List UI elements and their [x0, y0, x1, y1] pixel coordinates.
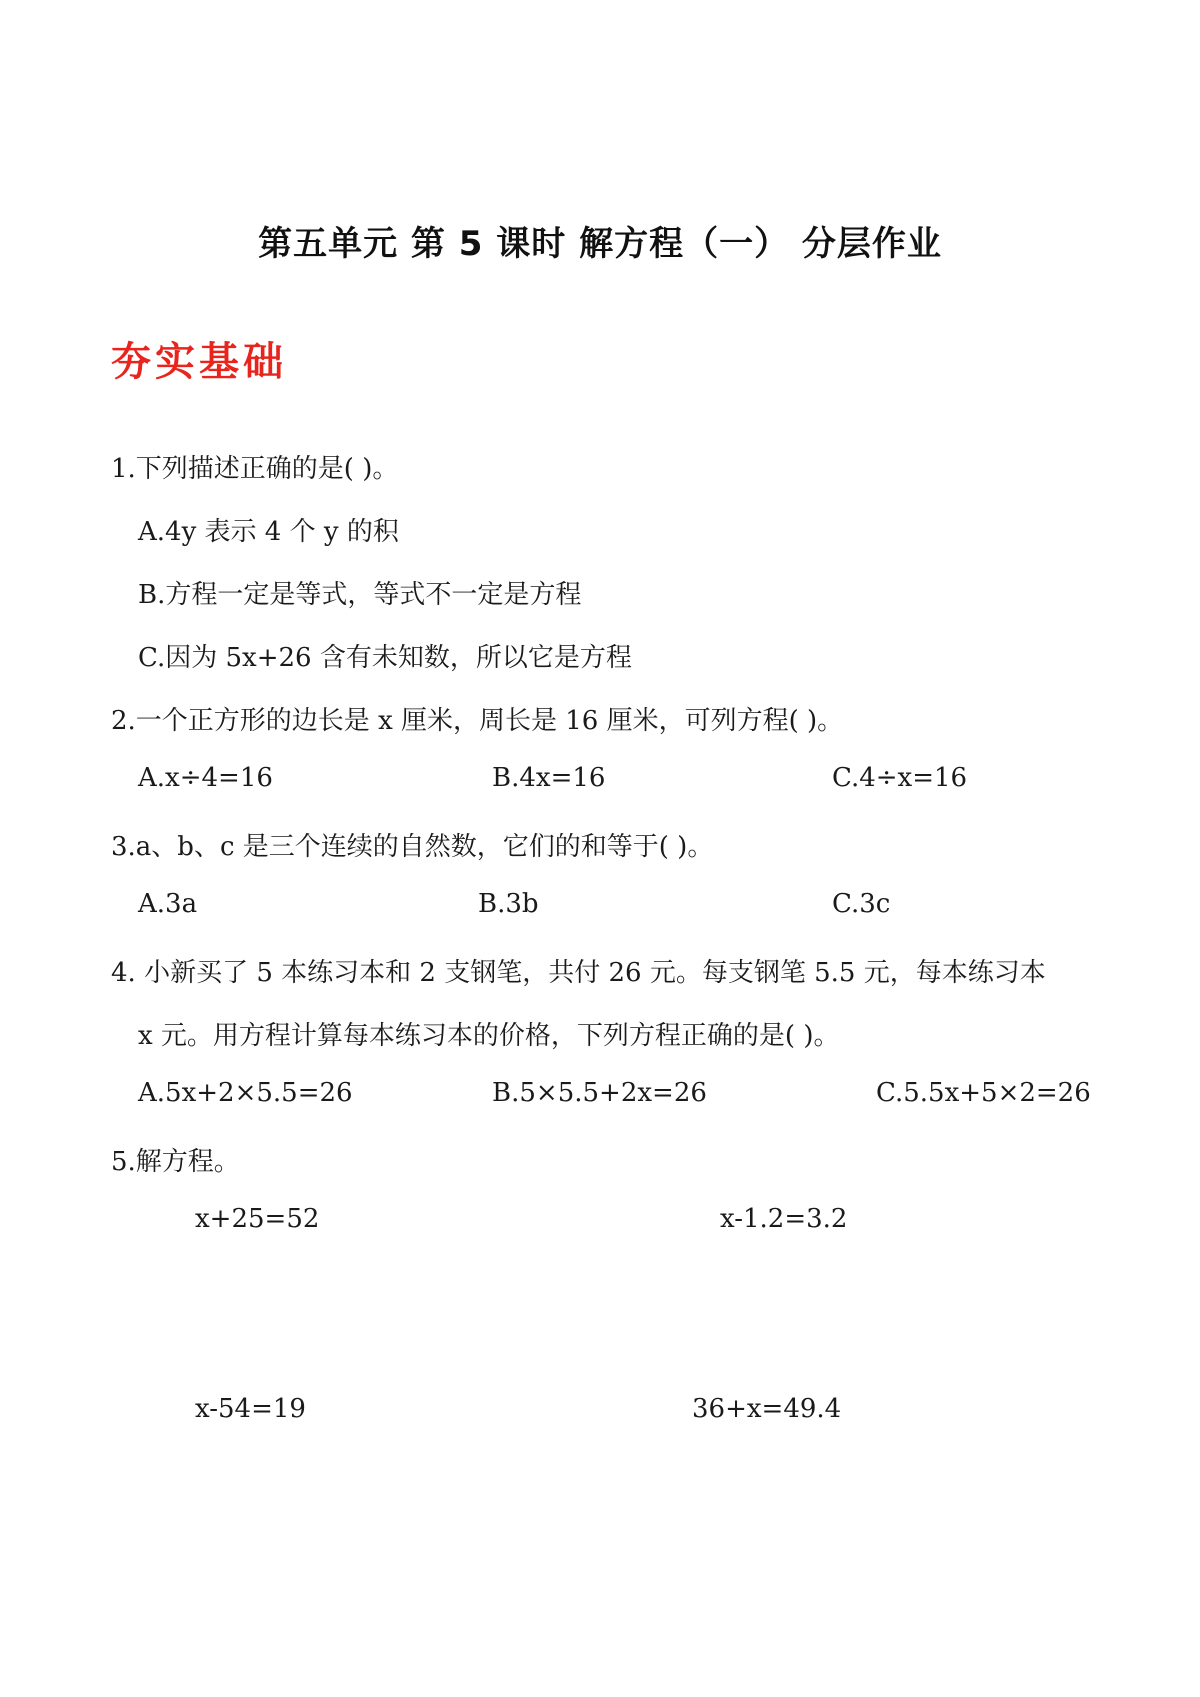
equation-3: x-54=19 [195, 1394, 306, 1424]
question-1-option-b: B.方程一定是等式，等式不一定是方程 [138, 580, 582, 610]
question-4-option-c: C.5.5x+5×2=26 [876, 1078, 1091, 1108]
question-1-stem: 1.下列描述正确的是( )。 [111, 454, 399, 484]
question-2-stem: 2.一个正方形的边长是 x 厘米，周长是 16 厘米，可列方程( )。 [111, 706, 844, 736]
question-2-option-a: A.x÷4=16 [138, 763, 273, 793]
question-4-stem-line-2: x 元。用方程计算每本练习本的价格，下列方程正确的是( )。 [138, 1021, 840, 1051]
question-3-option-b: B.3b [478, 889, 539, 919]
question-2-option-c: C.4÷x=16 [832, 763, 968, 793]
section-heading: 夯实基础 [111, 338, 287, 385]
equation-4: 36+x=49.4 [692, 1394, 842, 1424]
question-1-option-a: A.4y 表示 4 个 y 的积 [138, 517, 399, 547]
question-3-option-c: C.3c [832, 889, 891, 919]
equation-2: x-1.2=3.2 [720, 1204, 848, 1234]
question-5-stem: 5.解方程。 [111, 1147, 240, 1177]
page-title: 第五单元 第 5 课时 解方程（一） 分层作业 [258, 224, 942, 264]
equation-1: x+25=52 [195, 1204, 320, 1234]
question-3-option-a: A.3a [138, 889, 198, 919]
question-4-stem-line-1: 4. 小新买了 5 本练习本和 2 支钢笔，共付 26 元。每支钢笔 5.5 元，每本练习本 [111, 958, 1046, 988]
question-3-stem: 3.a、b、c 是三个连续的自然数，它们的和等于( )。 [111, 832, 714, 862]
question-4-option-b: B.5×5.5+2x=26 [492, 1078, 707, 1108]
question-4-option-a: A.5x+2×5.5=26 [138, 1078, 353, 1108]
question-2-option-b: B.4x=16 [492, 763, 606, 793]
question-1-option-c: C.因为 5x+26 含有未知数，所以它是方程 [138, 643, 632, 673]
